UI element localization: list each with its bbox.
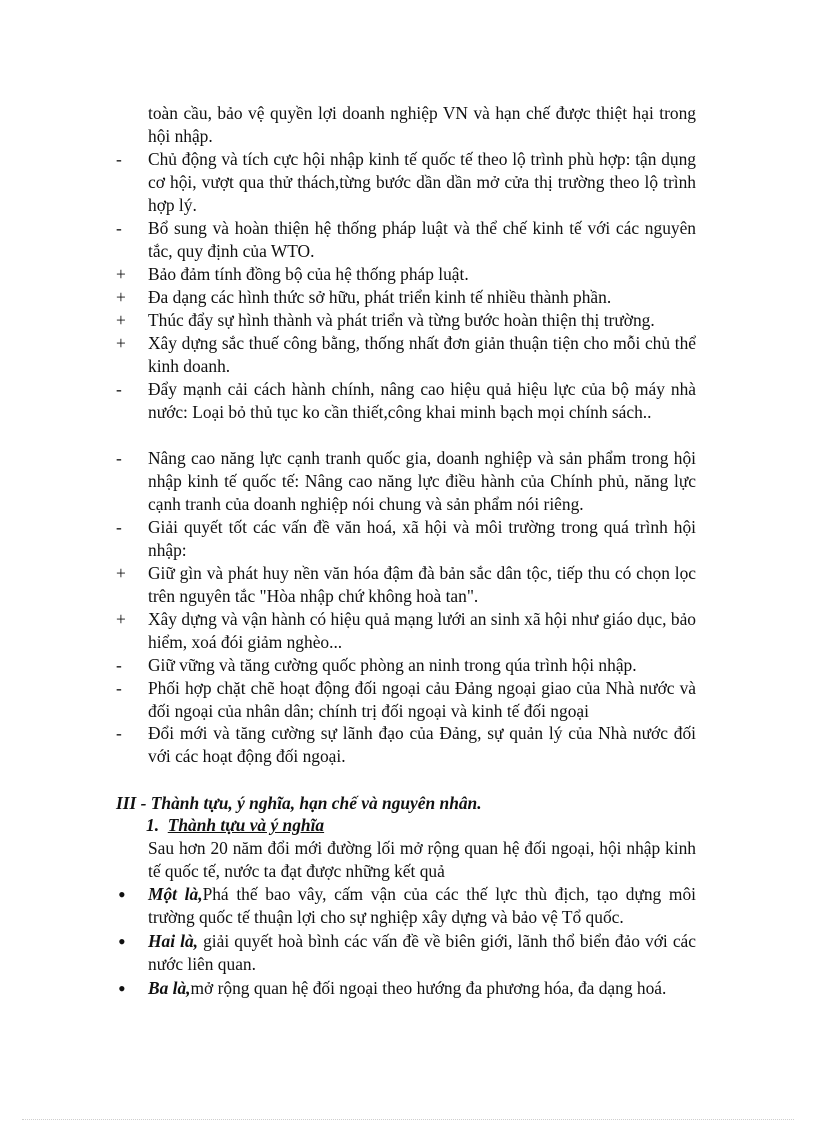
dash-marker: - <box>116 723 122 743</box>
dash-marker: - <box>116 149 122 169</box>
bullet-item-text <box>148 930 696 976</box>
list-item-text: Xây dựng sắc thuế công bằng, thống nhất đơn giản thuận tiện cho mỗi chủ thể kinh doanh. <box>148 333 696 376</box>
subsection-title: Thành tựu và ý nghĩa <box>167 815 325 835</box>
dash-marker: - <box>116 517 122 537</box>
bullet-item-text <box>148 977 696 1000</box>
dash-marker: - <box>116 379 122 399</box>
paragraph-continuation: toàn cầu, bảo vệ quyền lợi doanh nghiệp VN và hạn chế được thiệt hại trong hội nhập. <box>148 103 696 146</box>
list-item <box>116 286 696 309</box>
paragraph: Sau hơn 20 năm đổi mới đường lối mở rộng quan hệ đối ngoại, hội nhập kinh tế quốc tế, nước ta đạt được những kết quả <box>148 838 696 881</box>
dash-marker: - <box>116 218 122 238</box>
list-item <box>116 332 696 378</box>
list-item <box>116 263 696 286</box>
list-item <box>116 217 696 263</box>
list-item <box>116 378 696 424</box>
bullet-body: mở rộng quan hệ đối ngoại theo hướng đa phương hóa, đa dạng hoá. <box>190 978 667 998</box>
bullet-body: Phá thế bao vây, cấm vận của các thế lực thù địch, tạo dựng môi trường quốc tế thuận lợi cho sự nghiệp xây dựng và bảo vệ Tổ quốc. <box>148 884 696 927</box>
section-heading: III - Thành tựu, ý nghĩa, hạn chế và nguyên nhân. <box>116 793 482 813</box>
plus-marker: + <box>116 310 126 330</box>
dash-marker: - <box>116 448 122 468</box>
list-item <box>116 677 696 723</box>
plus-marker: + <box>116 609 126 629</box>
list-item-text: Thúc đẩy sự hình thành và phát triển và từng bước hoàn thiện thị trường. <box>148 310 655 330</box>
subsection-number: 1. <box>146 815 160 835</box>
page-bottom-border <box>22 1119 794 1120</box>
bullet-marker: • <box>118 929 126 954</box>
subsection-heading <box>146 814 324 837</box>
bullet-item <box>116 977 696 1000</box>
list-item <box>116 516 696 562</box>
bullet-lead: Hai là, <box>148 931 199 951</box>
list-item-text: Bổ sung và hoàn thiện hệ thống pháp luật và thể chế kinh tế với các nguyên tắc, quy định của WTO. <box>148 218 696 261</box>
list-item <box>116 654 696 677</box>
list-item-text: Đa dạng các hình thức sở hữu, phát triển kinh tế nhiều thành phần. <box>148 287 612 307</box>
list-item-text: Bảo đảm tính đồng bộ của hệ thống pháp luật. <box>148 264 469 284</box>
bullet-item-text <box>148 883 696 929</box>
bullet-lead: Một là, <box>148 884 203 904</box>
list-item <box>116 309 696 332</box>
bullet-lead: Ba là, <box>148 978 191 998</box>
dash-marker: - <box>116 678 122 698</box>
plus-marker: + <box>116 333 126 353</box>
list-item-text: Đổi mới và tăng cường sự lãnh đạo của Đảng, sự quản lý của Nhà nước đối với các hoạt động đối ngoại. <box>148 723 696 766</box>
list-item-text: Giữ gìn và phát huy nền văn hóa đậm đà bản sắc dân tộc, tiếp thu có chọn lọc trên nguyên tắc "Hòa nhập chứ không hoà tan". <box>148 563 696 606</box>
list-item <box>116 608 696 654</box>
plus-marker: + <box>116 287 126 307</box>
list-item-text: Chủ động và tích cực hội nhập kinh tế quốc tế theo lộ trình phù hợp: tận dụng cơ hội, vượt qua thử thách,từng bước dần dần mở cửa thị trường theo lộ trình hợp lý. <box>148 149 696 215</box>
list-item <box>116 722 696 768</box>
list-item-text: Phối hợp chặt chẽ hoạt động đối ngoại cảu Đảng ngoại giao của Nhà nước và đối ngoại của nhân dân; chính trị đối ngoại và kinh tế đối ngoại <box>148 678 696 721</box>
list-item-text: Xây dựng và vận hành có hiệu quả mạng lưới an sinh xã hội như giáo dục, bảo hiểm, xoá đói giảm nghèo... <box>148 609 696 652</box>
plus-marker: + <box>116 264 126 284</box>
bullet-body: giải quyết hoà bình các vấn đề về biên giới, lãnh thổ biển đảo với các nước liên quan. <box>148 931 696 974</box>
dash-marker: - <box>116 655 122 675</box>
list-item <box>116 562 696 608</box>
bullet-item <box>116 883 696 929</box>
list-item-text: Nâng cao năng lực cạnh tranh quốc gia, doanh nghiệp và sản phẩm trong hội nhập kinh tế quốc tế: Nâng cao năng lực điều hành của Chính phủ, năng lực cạnh tranh của doanh nghiệp nói chung và sản phẩm nói riêng. <box>148 448 696 514</box>
list-item-text: Giữ vững và tăng cường quốc phòng an ninh trong qúa trình hội nhập. <box>148 655 637 675</box>
list-item <box>116 447 696 516</box>
list-item-text: Giải quyết tốt các vấn đề văn hoá, xã hội và môi trường trong quá trình hội nhập: <box>148 517 696 560</box>
plus-marker: + <box>116 563 126 583</box>
list-item <box>116 148 696 217</box>
bullet-item <box>116 930 696 976</box>
bullet-marker: • <box>118 882 126 907</box>
list-item-text: Đẩy mạnh cải cách hành chính, nâng cao hiệu quả hiệu lực của bộ máy nhà nước: Loại bỏ thủ tục ko cần thiết,công khai minh bạch mọi chính sách.. <box>148 379 696 422</box>
bullet-marker: • <box>118 976 126 1001</box>
